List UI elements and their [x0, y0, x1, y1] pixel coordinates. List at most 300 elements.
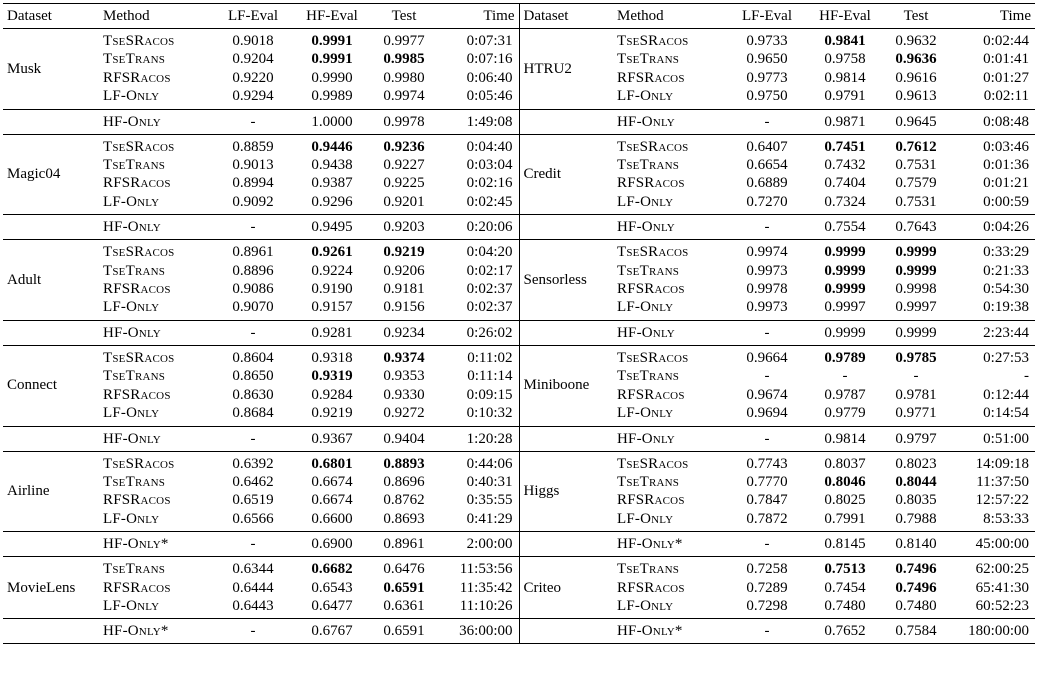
method-name: TseSRacos — [617, 33, 689, 49]
time-cell: 0:11:02 — [437, 345, 519, 367]
test-cell: 0.8893 — [383, 455, 425, 472]
hf-eval-cell: 0.8025 — [824, 492, 866, 509]
lf-eval-cell: 0.8896 — [232, 262, 274, 279]
test-cell: 0.7579 — [895, 175, 937, 192]
method-name: RFSRacos — [103, 492, 171, 509]
lf-eval-cell: - — [727, 532, 807, 557]
method-name: HF-Only — [613, 426, 727, 451]
dataset-group — [3, 29, 1035, 135]
test-cell: 0.9978 — [371, 109, 437, 134]
table-row — [3, 345, 1035, 367]
time-cell: 0:21:33 — [983, 262, 1029, 279]
time-cell: 0:44:06 — [437, 451, 519, 473]
header-dataset: Dataset — [7, 8, 52, 24]
method-name: LF-Only — [103, 299, 160, 316]
hf-eval-cell: 0.9814 — [807, 426, 883, 451]
lf-eval-cell: 0.6344 — [232, 561, 274, 578]
hf-eval-cell: 0.6674 — [311, 492, 353, 509]
method-name: RFSRacos — [617, 69, 685, 86]
time-cell: 11:37:50 — [976, 473, 1029, 490]
hf-eval-cell: 0.9446 — [311, 138, 353, 155]
test-cell: 0.9206 — [383, 262, 425, 279]
test-cell: 0.8961 — [371, 532, 437, 557]
hf-eval-cell: 0.6543 — [311, 579, 353, 596]
hf-eval-cell: 0.7404 — [824, 175, 866, 192]
hf-eval-cell: 0.9989 — [311, 88, 353, 105]
lf-eval-cell: 0.9750 — [746, 88, 788, 105]
test-cell: 0.7584 — [883, 619, 949, 644]
results-table — [3, 3, 1035, 644]
lf-eval-cell: 0.7872 — [746, 510, 788, 527]
lf-eval-cell: 0.9092 — [232, 193, 274, 210]
lf-eval-cell: 0.7770 — [746, 473, 788, 490]
time-cell: 0:07:31 — [437, 29, 519, 51]
time-cell: 0:02:16 — [437, 174, 519, 192]
test-cell: 0.8762 — [383, 492, 425, 509]
hf-eval-cell: 0.7554 — [807, 215, 883, 240]
lf-eval-cell: 0.6443 — [232, 597, 274, 614]
hf-eval-cell: 0.7480 — [824, 597, 866, 614]
time-cell: 0:33:29 — [983, 244, 1029, 261]
hf-eval-cell: 0.7991 — [824, 510, 866, 527]
time-cell: 0:20:06 — [437, 215, 519, 240]
lf-eval-cell: 0.8684 — [232, 405, 274, 422]
dataset-name: Magic04 — [7, 166, 61, 183]
header-test: Test — [903, 8, 929, 24]
dataset-name: Criteo — [523, 579, 561, 596]
time-cell: 11:53:56 — [437, 557, 519, 579]
header-hf-eval: HF-Eval — [819, 8, 871, 24]
lf-eval-cell: - — [213, 215, 293, 240]
lf-eval-cell: 0.6519 — [232, 492, 274, 509]
method-name: LF-Only — [617, 299, 674, 316]
hf-eval-cell: 0.9871 — [807, 109, 883, 134]
hf-eval-cell: 0.9284 — [311, 386, 353, 403]
hf-eval-cell: 0.6767 — [293, 619, 371, 644]
dataset-name: Sensorless — [523, 271, 587, 288]
lf-eval-cell: 0.8961 — [232, 244, 274, 261]
method-name: TseSRacos — [617, 349, 689, 366]
time-cell: 0:41:29 — [437, 510, 519, 532]
method-name: RFSRacos — [103, 281, 171, 298]
method-name: HF-Only — [99, 426, 213, 451]
time-cell: 0:00:59 — [983, 193, 1029, 210]
test-cell: 0.8696 — [383, 473, 425, 490]
time-cell: 0:26:02 — [437, 320, 519, 345]
method-name: TseTrans — [617, 51, 680, 68]
dataset-name: MovieLens — [7, 579, 76, 596]
dataset-blank — [519, 109, 613, 134]
test-cell: 0.6476 — [383, 561, 425, 578]
hf-eval-cell: 0.8037 — [824, 455, 866, 472]
test-cell: 0.9156 — [383, 299, 425, 316]
lf-eval-cell: 0.8650 — [232, 368, 274, 385]
dataset-blank — [3, 532, 99, 557]
method-name: RFSRacos — [617, 492, 685, 509]
test-cell: 0.6361 — [383, 597, 425, 614]
method-name: TseTrans — [617, 157, 680, 174]
method-name: HF-Only* — [613, 619, 727, 644]
time-cell: 0:11:14 — [437, 367, 519, 385]
method-name: TseTrans — [617, 262, 680, 279]
method-name: LF-Only — [103, 510, 160, 527]
method-name: RFSRacos — [103, 69, 171, 86]
method-name: TseTrans — [103, 157, 166, 174]
lf-eval-cell: - — [764, 368, 770, 385]
lf-eval-cell: 0.8994 — [232, 175, 274, 192]
hf-eval-cell: 0.7451 — [824, 138, 866, 155]
time-cell: 180:00:00 — [949, 619, 1035, 644]
test-cell: 0.7496 — [895, 561, 937, 578]
test-cell: 0.7531 — [895, 157, 937, 174]
method-name: HF-Only* — [99, 532, 213, 557]
test-cell: 0.9977 — [383, 33, 425, 49]
method-name: RFSRacos — [103, 386, 171, 403]
lf-eval-cell: 0.8630 — [232, 386, 274, 403]
dataset-name: Musk — [7, 60, 42, 77]
method-name: TseSRacos — [617, 244, 689, 261]
time-cell: 0:01:27 — [983, 69, 1029, 86]
time-cell: 11:35:42 — [437, 579, 519, 597]
method-name: LF-Only — [103, 597, 160, 614]
hf-eval-cell: 0.6900 — [293, 532, 371, 557]
method-name: HF-Only — [99, 109, 213, 134]
lf-eval-cell: 0.7270 — [746, 193, 788, 210]
time-cell: 0:01:41 — [983, 51, 1029, 68]
hf-only-row — [3, 619, 1035, 644]
lf-eval-cell: 0.9733 — [746, 33, 788, 49]
time-cell: 0:04:40 — [437, 134, 519, 156]
results-table-container — [3, 3, 1035, 644]
hf-eval-cell: 0.9190 — [311, 281, 353, 298]
test-cell: 0.9645 — [883, 109, 949, 134]
method-name: TseTrans — [617, 561, 680, 578]
time-cell: 0:02:11 — [983, 88, 1029, 105]
method-name: TseSRacos — [103, 138, 175, 155]
test-cell: 0.7496 — [895, 579, 937, 596]
test-cell: 0.6591 — [371, 619, 437, 644]
hf-eval-cell: 0.8046 — [824, 473, 866, 490]
lf-eval-cell: 0.6889 — [746, 175, 788, 192]
time-cell: 1:49:08 — [437, 109, 519, 134]
time-cell: 0:02:44 — [983, 33, 1029, 49]
test-cell: 0.9980 — [383, 69, 425, 86]
method-name: TseSRacos — [103, 244, 175, 261]
hf-eval-cell: 0.9157 — [311, 299, 353, 316]
time-cell: 0:07:16 — [437, 50, 519, 68]
test-cell: 0.9781 — [895, 386, 937, 403]
hf-eval-cell: 0.9296 — [311, 193, 353, 210]
lf-eval-cell: 0.6392 — [232, 455, 274, 472]
method-name: TseSRacos — [103, 349, 175, 366]
test-cell: 0.9974 — [383, 88, 425, 105]
dataset-name: Miniboone — [523, 377, 590, 394]
lf-eval-cell: - — [213, 320, 293, 345]
hf-eval-cell: 0.9261 — [311, 244, 353, 261]
lf-eval-cell: - — [727, 215, 807, 240]
method-name: TseTrans — [103, 262, 166, 279]
method-name: TseSRacos — [103, 33, 175, 49]
lf-eval-cell: - — [727, 320, 807, 345]
dataset-blank — [3, 320, 99, 345]
hf-only-row — [3, 532, 1035, 557]
hf-eval-cell: - — [842, 368, 848, 385]
time-cell: 0:35:55 — [437, 491, 519, 509]
time-cell: 36:00:00 — [437, 619, 519, 644]
method-name: HF-Only — [99, 215, 213, 240]
method-name: TseSRacos — [617, 455, 689, 472]
hf-eval-cell: 0.9779 — [824, 405, 866, 422]
lf-eval-cell: - — [727, 619, 807, 644]
time-cell: 0:05:46 — [437, 87, 519, 109]
hf-eval-cell: 0.9319 — [311, 368, 353, 385]
lf-eval-cell: 0.9674 — [746, 386, 788, 403]
hf-eval-cell: 0.9387 — [311, 175, 353, 192]
dataset-blank — [519, 426, 613, 451]
method-name: TseTrans — [617, 368, 680, 385]
test-cell: 0.6591 — [383, 579, 425, 596]
dataset-blank — [3, 426, 99, 451]
test-cell: 0.9272 — [383, 405, 425, 422]
hf-eval-cell: 0.9814 — [824, 69, 866, 86]
lf-eval-cell: 0.9086 — [232, 281, 274, 298]
time-cell: 0:09:15 — [437, 386, 519, 404]
test-cell: 0.8035 — [895, 492, 937, 509]
time-cell: - — [1024, 368, 1029, 385]
hf-eval-cell: 0.9791 — [824, 88, 866, 105]
method-name: LF-Only — [617, 510, 674, 527]
dataset-group — [3, 345, 1035, 451]
header-time: Time — [437, 4, 519, 29]
lf-eval-cell: 0.7289 — [746, 579, 788, 596]
test-cell: - — [913, 368, 919, 385]
header-test: Test — [391, 8, 417, 24]
header-row — [3, 4, 1035, 29]
lf-eval-cell: 0.9974 — [746, 244, 788, 261]
lf-eval-cell: - — [213, 426, 293, 451]
test-cell: 0.9613 — [895, 88, 937, 105]
lf-eval-cell: 0.9773 — [746, 69, 788, 86]
test-cell: 0.9227 — [383, 157, 425, 174]
lf-eval-cell: 0.9694 — [746, 405, 788, 422]
time-cell: 2:23:44 — [949, 320, 1035, 345]
test-cell: 0.9236 — [383, 138, 425, 155]
method-name: HF-Only — [613, 109, 727, 134]
dataset-name: Adult — [7, 271, 42, 288]
time-cell: 0:14:54 — [983, 405, 1029, 422]
hf-only-row — [3, 109, 1035, 134]
test-cell: 0.9201 — [383, 193, 425, 210]
hf-eval-cell: 0.9999 — [824, 262, 866, 279]
method-name: HF-Only — [99, 320, 213, 345]
hf-eval-cell: 0.6600 — [311, 510, 353, 527]
method-name: RFSRacos — [617, 579, 685, 596]
method-name: LF-Only — [103, 193, 160, 210]
table-row — [3, 134, 1035, 156]
method-name: TseSRacos — [617, 138, 689, 155]
hf-eval-cell: 1.0000 — [293, 109, 371, 134]
hf-eval-cell: 0.9224 — [311, 262, 353, 279]
dataset-name: Credit — [523, 166, 561, 183]
header-method: Method — [617, 8, 664, 24]
method-name: HF-Only — [613, 215, 727, 240]
table-row — [3, 451, 1035, 473]
time-cell: 0:40:31 — [437, 473, 519, 491]
test-cell: 0.9785 — [895, 349, 937, 366]
lf-eval-cell: 0.8859 — [232, 138, 274, 155]
lf-eval-cell: 0.9650 — [746, 51, 788, 68]
test-cell: 0.9771 — [895, 405, 937, 422]
test-cell: 0.9234 — [371, 320, 437, 345]
method-name: LF-Only — [103, 88, 160, 105]
method-name: RFSRacos — [617, 175, 685, 192]
test-cell: 0.8693 — [383, 510, 425, 527]
test-cell: 0.9999 — [895, 244, 937, 261]
test-cell: 0.9330 — [383, 386, 425, 403]
test-cell: 0.9999 — [895, 262, 937, 279]
lf-eval-cell: 0.7847 — [746, 492, 788, 509]
lf-eval-cell: 0.9204 — [232, 51, 274, 68]
header-time: Time — [999, 8, 1031, 24]
method-name: RFSRacos — [103, 175, 171, 192]
test-cell: 0.9998 — [895, 281, 937, 298]
lf-eval-cell: 0.9294 — [232, 88, 274, 105]
hf-eval-cell: 0.9999 — [824, 244, 866, 261]
method-name: TseTrans — [103, 473, 166, 490]
method-name: LF-Only — [617, 193, 674, 210]
dataset-blank — [3, 215, 99, 240]
time-cell: 60:52:23 — [975, 597, 1029, 614]
time-cell: 1:20:28 — [437, 426, 519, 451]
lf-eval-cell: 0.6444 — [232, 579, 274, 596]
test-cell: 0.9219 — [383, 244, 425, 261]
dataset-blank — [519, 320, 613, 345]
time-cell: 14:09:18 — [975, 455, 1029, 472]
time-cell: 11:10:26 — [437, 597, 519, 619]
test-cell: 0.9181 — [383, 281, 425, 298]
lf-eval-cell: 0.9070 — [232, 299, 274, 316]
time-cell: 0:19:38 — [983, 299, 1029, 316]
header-dataset: Dataset — [523, 8, 569, 24]
time-cell: 45:00:00 — [949, 532, 1035, 557]
method-name: HF-Only* — [613, 532, 727, 557]
method-name: LF-Only — [103, 405, 160, 422]
lf-eval-cell: 0.9973 — [746, 299, 788, 316]
hf-eval-cell: 0.6477 — [311, 597, 353, 614]
lf-eval-cell: 0.6462 — [232, 473, 274, 490]
lf-eval-cell: 0.9018 — [232, 33, 274, 49]
dataset-blank — [519, 532, 613, 557]
time-cell: 12:57:22 — [975, 492, 1029, 509]
hf-eval-cell: 0.7513 — [824, 561, 866, 578]
method-name: RFSRacos — [103, 579, 171, 596]
test-cell: 0.9203 — [371, 215, 437, 240]
time-cell: 0:51:00 — [949, 426, 1035, 451]
time-cell: 0:27:53 — [983, 349, 1029, 366]
time-cell: 0:02:37 — [437, 298, 519, 320]
test-cell: 0.8140 — [883, 532, 949, 557]
time-cell: 0:01:21 — [983, 175, 1029, 192]
dataset-group — [3, 134, 1035, 240]
dataset-name: Connect — [7, 377, 57, 394]
time-cell: 0:03:46 — [983, 138, 1029, 155]
test-cell: 0.9985 — [383, 51, 425, 68]
test-cell: 0.7531 — [895, 193, 937, 210]
method-name: HF-Only* — [99, 619, 213, 644]
lf-eval-cell: 0.6654 — [746, 157, 788, 174]
test-cell: 0.9632 — [895, 33, 937, 49]
hf-eval-cell: 0.9999 — [807, 320, 883, 345]
test-cell: 0.9997 — [895, 299, 937, 316]
hf-eval-cell: 0.9789 — [824, 349, 866, 366]
time-cell: 0:01:36 — [983, 157, 1029, 174]
test-cell: 0.9404 — [371, 426, 437, 451]
method-name: TseSRacos — [103, 455, 175, 472]
hf-eval-cell: 0.9999 — [824, 281, 866, 298]
method-name: TseTrans — [103, 51, 166, 68]
hf-eval-cell: 0.9367 — [293, 426, 371, 451]
lf-eval-cell: 0.8604 — [232, 349, 274, 366]
test-cell: 0.9353 — [383, 368, 425, 385]
lf-eval-cell: 0.7298 — [746, 597, 788, 614]
hf-eval-cell: 0.9997 — [824, 299, 866, 316]
lf-eval-cell: - — [727, 109, 807, 134]
hf-eval-cell: 0.6674 — [311, 473, 353, 490]
test-cell: 0.9797 — [883, 426, 949, 451]
test-cell: 0.8023 — [895, 455, 937, 472]
dataset-blank — [3, 619, 99, 644]
lf-eval-cell: 0.6407 — [746, 138, 788, 155]
hf-eval-cell: 0.7324 — [824, 193, 866, 210]
hf-eval-cell: 0.9281 — [293, 320, 371, 345]
time-cell: 0:02:37 — [437, 280, 519, 298]
dataset-blank — [519, 619, 613, 644]
dataset-group — [3, 451, 1035, 557]
method-name: LF-Only — [617, 405, 674, 422]
test-cell: 0.7612 — [895, 138, 937, 155]
hf-eval-cell: 0.9318 — [311, 349, 353, 366]
lf-eval-cell: - — [213, 109, 293, 134]
test-cell: 0.9225 — [383, 175, 425, 192]
method-name: HF-Only — [613, 320, 727, 345]
lf-eval-cell: 0.9978 — [746, 281, 788, 298]
hf-eval-cell: 0.7454 — [824, 579, 866, 596]
hf-eval-cell: 0.9841 — [824, 33, 866, 49]
lf-eval-cell: 0.6566 — [232, 510, 274, 527]
hf-eval-cell: 0.9787 — [824, 386, 866, 403]
method-name: TseTrans — [103, 561, 166, 578]
dataset-name: Higgs — [523, 483, 560, 500]
time-cell: 65:41:30 — [975, 579, 1029, 596]
dataset-group — [3, 240, 1035, 346]
hf-only-row — [3, 426, 1035, 451]
time-cell: 8:53:33 — [983, 510, 1029, 527]
test-cell: 0.7988 — [895, 510, 937, 527]
test-cell: 0.9374 — [383, 349, 425, 366]
hf-eval-cell: 0.9991 — [311, 33, 353, 49]
lf-eval-cell: - — [213, 532, 293, 557]
method-name: TseTrans — [617, 473, 680, 490]
test-cell: 0.8044 — [895, 473, 937, 490]
time-cell: 0:04:20 — [437, 240, 519, 262]
time-cell: 0:10:32 — [437, 404, 519, 426]
time-cell: 0:02:17 — [437, 262, 519, 280]
hf-eval-cell: 0.6801 — [311, 455, 353, 472]
dataset-blank — [519, 215, 613, 240]
hf-eval-cell: 0.7432 — [824, 157, 866, 174]
lf-eval-cell: 0.9973 — [746, 262, 788, 279]
time-cell: 2:00:00 — [437, 532, 519, 557]
